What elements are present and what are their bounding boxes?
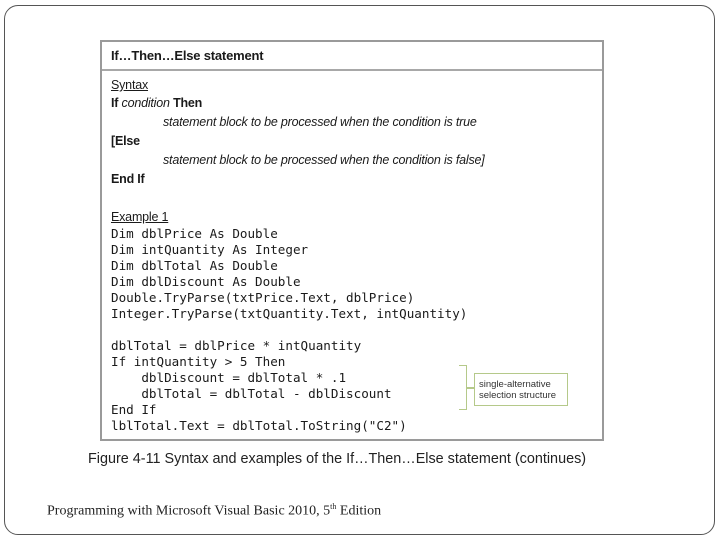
syntax-if-line: [111, 96, 202, 110]
code-line: Dim dblPrice As Double: [111, 226, 278, 241]
code-line: dblTotal = dblTotal - dblDiscount: [111, 386, 392, 401]
figure-caption: Figure 4-11 Syntax and examples of the If…Then…Else statement (continues): [88, 451, 587, 467]
footer-superscript: th: [330, 502, 337, 511]
callout-bracket: [459, 365, 467, 410]
code-line: End If: [111, 402, 157, 417]
callout-connector: [467, 387, 474, 389]
footer-text: Programming with Microsoft Visual Basic 2010, 5: [47, 503, 331, 519]
title-divider: [102, 69, 602, 71]
code-line: Dim dblDiscount As Double: [111, 274, 301, 289]
then-keyword: Then: [173, 96, 203, 110]
syntax-false-block: statement block to be processed when the condition is false]: [163, 153, 485, 167]
callout-box: [474, 373, 568, 406]
code-line: Dim dblTotal As Double: [111, 258, 278, 273]
condition-placeholder: condition: [121, 96, 170, 110]
figure-title: If…Then…Else statement: [111, 48, 264, 63]
footer-text-end: Edition: [336, 503, 382, 519]
syntax-heading: Syntax: [111, 78, 149, 92]
callout-line-1: single-alternative: [479, 379, 551, 390]
code-line: Dim intQuantity As Integer: [111, 242, 309, 257]
code-line: Integer.TryParse(txtQuantity.Text, intQuantity): [111, 306, 468, 321]
syntax-true-block: statement block to be processed when the condition is true: [163, 115, 477, 129]
syntax-else-line: [Else: [111, 134, 140, 148]
code-line: If intQuantity > 5 Then: [111, 354, 286, 369]
code-line: dblDiscount = dblTotal * .1: [111, 370, 347, 385]
code-line: Double.TryParse(txtPrice.Text, dblPrice): [111, 290, 415, 305]
syntax-end-if: End If: [111, 172, 145, 186]
callout-line-2: selection structure: [479, 390, 557, 401]
code-line: lblTotal.Text = dblTotal.ToString("C2"): [111, 418, 407, 433]
code-line: dblTotal = dblPrice * intQuantity: [111, 338, 362, 353]
footer: [47, 502, 381, 520]
if-keyword: If: [111, 96, 119, 110]
example-heading: Example 1: [111, 210, 169, 224]
